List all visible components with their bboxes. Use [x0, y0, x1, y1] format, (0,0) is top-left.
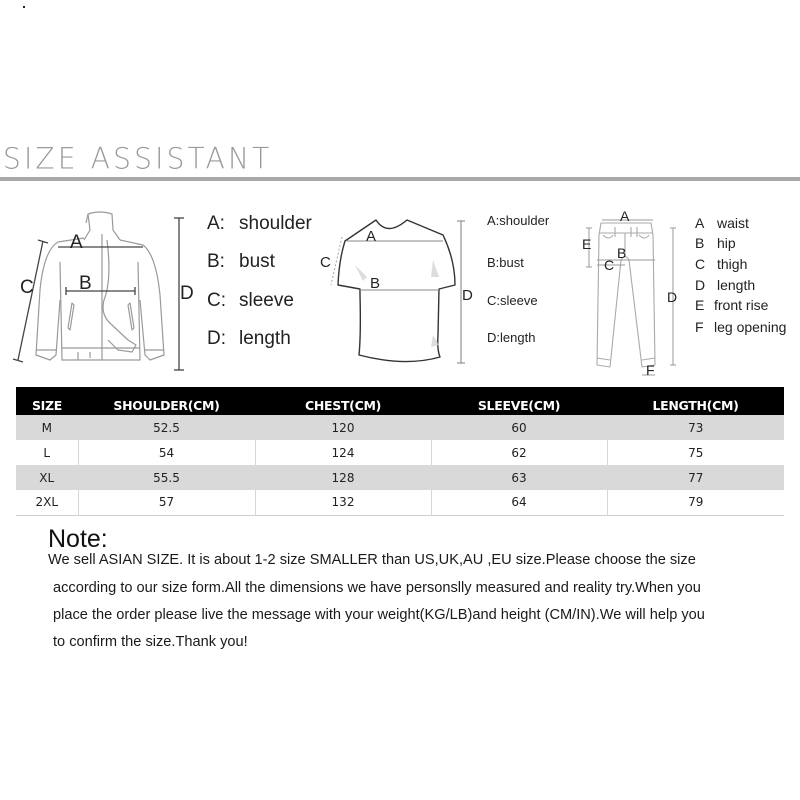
- pants-marker-b: B: [617, 245, 627, 261]
- cell-chest: 128: [255, 465, 431, 490]
- note-line: We sell ASIAN SIZE. It is about 1-2 size SMALLER than US,UK,AU ,EU size.Please choose the size: [48, 552, 696, 568]
- jacket-marker-d: D: [180, 283, 194, 304]
- cell-sleeve: 60: [431, 415, 607, 440]
- col-header-chest: CHEST(CM): [255, 387, 431, 415]
- table-row: [16, 490, 784, 515]
- cell-sleeve: 64: [431, 490, 607, 515]
- pants-legend-item: F leg opening: [695, 319, 787, 335]
- cell-length: 77: [607, 465, 784, 490]
- col-header-sleeve: SLEEVE(CM): [431, 387, 607, 415]
- cell-shoulder: 52.5: [78, 415, 255, 440]
- cell-size: 2XL: [16, 490, 78, 515]
- cell-size: XL: [16, 465, 78, 490]
- title-divider: [0, 177, 800, 181]
- cell-length: 73: [607, 415, 784, 440]
- tshirt-legend-item: A:shoulder: [487, 213, 550, 228]
- pants-legend-item: E front rise: [695, 297, 769, 313]
- tshirt-marker-d: D: [462, 287, 473, 304]
- tshirt-legend-item: D:length: [487, 330, 536, 345]
- cell-length: 75: [607, 440, 784, 465]
- jacket-diagram: [0, 200, 200, 375]
- cell-chest: 124: [255, 440, 431, 465]
- tshirt-marker-b: B: [370, 275, 381, 292]
- cell-sleeve: 63: [431, 465, 607, 490]
- col-header-shoulder: SHOULDER(CM): [78, 387, 255, 415]
- cell-size: M: [16, 415, 78, 440]
- col-header-length: LENGTH(CM): [607, 387, 784, 415]
- note-line: place the order please live the message with your weight(KG/LB)and height (CM/IN).We will help you: [53, 607, 705, 623]
- jacket-legend: [207, 213, 317, 363]
- tshirt-icon: [315, 205, 485, 370]
- pants-marker-a: A: [620, 208, 630, 224]
- cell-length: 79: [607, 490, 784, 515]
- jacket-legend-item: C: sleeve: [207, 290, 294, 311]
- tshirt-legend: [487, 213, 567, 353]
- cell-shoulder: 55.5: [78, 465, 255, 490]
- tshirt-marker-a: A: [366, 228, 377, 245]
- cell-sleeve: 62: [431, 440, 607, 465]
- pants-legend-item: B hip: [695, 235, 736, 251]
- pants-legend-item: A waist: [695, 215, 749, 231]
- cell-chest: 132: [255, 490, 431, 515]
- pants-marker-d: D: [667, 289, 678, 305]
- tshirt-diagram: [315, 205, 485, 370]
- pants-legend-item: D length: [695, 277, 756, 293]
- pants-legend-item: C thigh: [695, 256, 748, 272]
- cell-shoulder: 54: [78, 440, 255, 465]
- col-header-size: SIZE: [16, 387, 78, 415]
- cell-shoulder: 57: [78, 490, 255, 515]
- jacket-legend-item: A: shoulder: [207, 213, 312, 234]
- pants-marker-f: F: [646, 362, 655, 378]
- pants-legend: [695, 215, 800, 340]
- tshirt-marker-c: C: [320, 254, 331, 271]
- table-row: [16, 465, 784, 490]
- jacket-marker-c: C: [20, 277, 34, 298]
- note-line: to confirm the size.Thank you!: [53, 634, 248, 650]
- cell-chest: 120: [255, 415, 431, 440]
- cell-size: L: [16, 440, 78, 465]
- tshirt-legend-item: C:sleeve: [487, 293, 538, 308]
- pants-diagram: [575, 205, 685, 380]
- note-line: according to our size form.All the dimensions we have personslly measured and reality try.When you: [53, 580, 701, 596]
- jacket-legend-item: D: length: [207, 328, 291, 349]
- page-title: SIZE ASSISTANT: [3, 141, 273, 176]
- pants-marker-c: C: [604, 257, 615, 273]
- pants-marker-e: E: [582, 236, 592, 252]
- table-row: [16, 440, 784, 465]
- jacket-marker-a: A: [70, 232, 83, 253]
- stray-dot: [23, 6, 25, 8]
- jacket-legend-item: B: bust: [207, 251, 275, 272]
- size-table: [16, 387, 784, 516]
- table-row: [16, 415, 784, 440]
- tshirt-legend-item: B:bust: [487, 255, 524, 270]
- jacket-marker-b: B: [79, 273, 92, 294]
- size-table-header: [16, 387, 784, 415]
- note-heading: Note:: [48, 525, 108, 553]
